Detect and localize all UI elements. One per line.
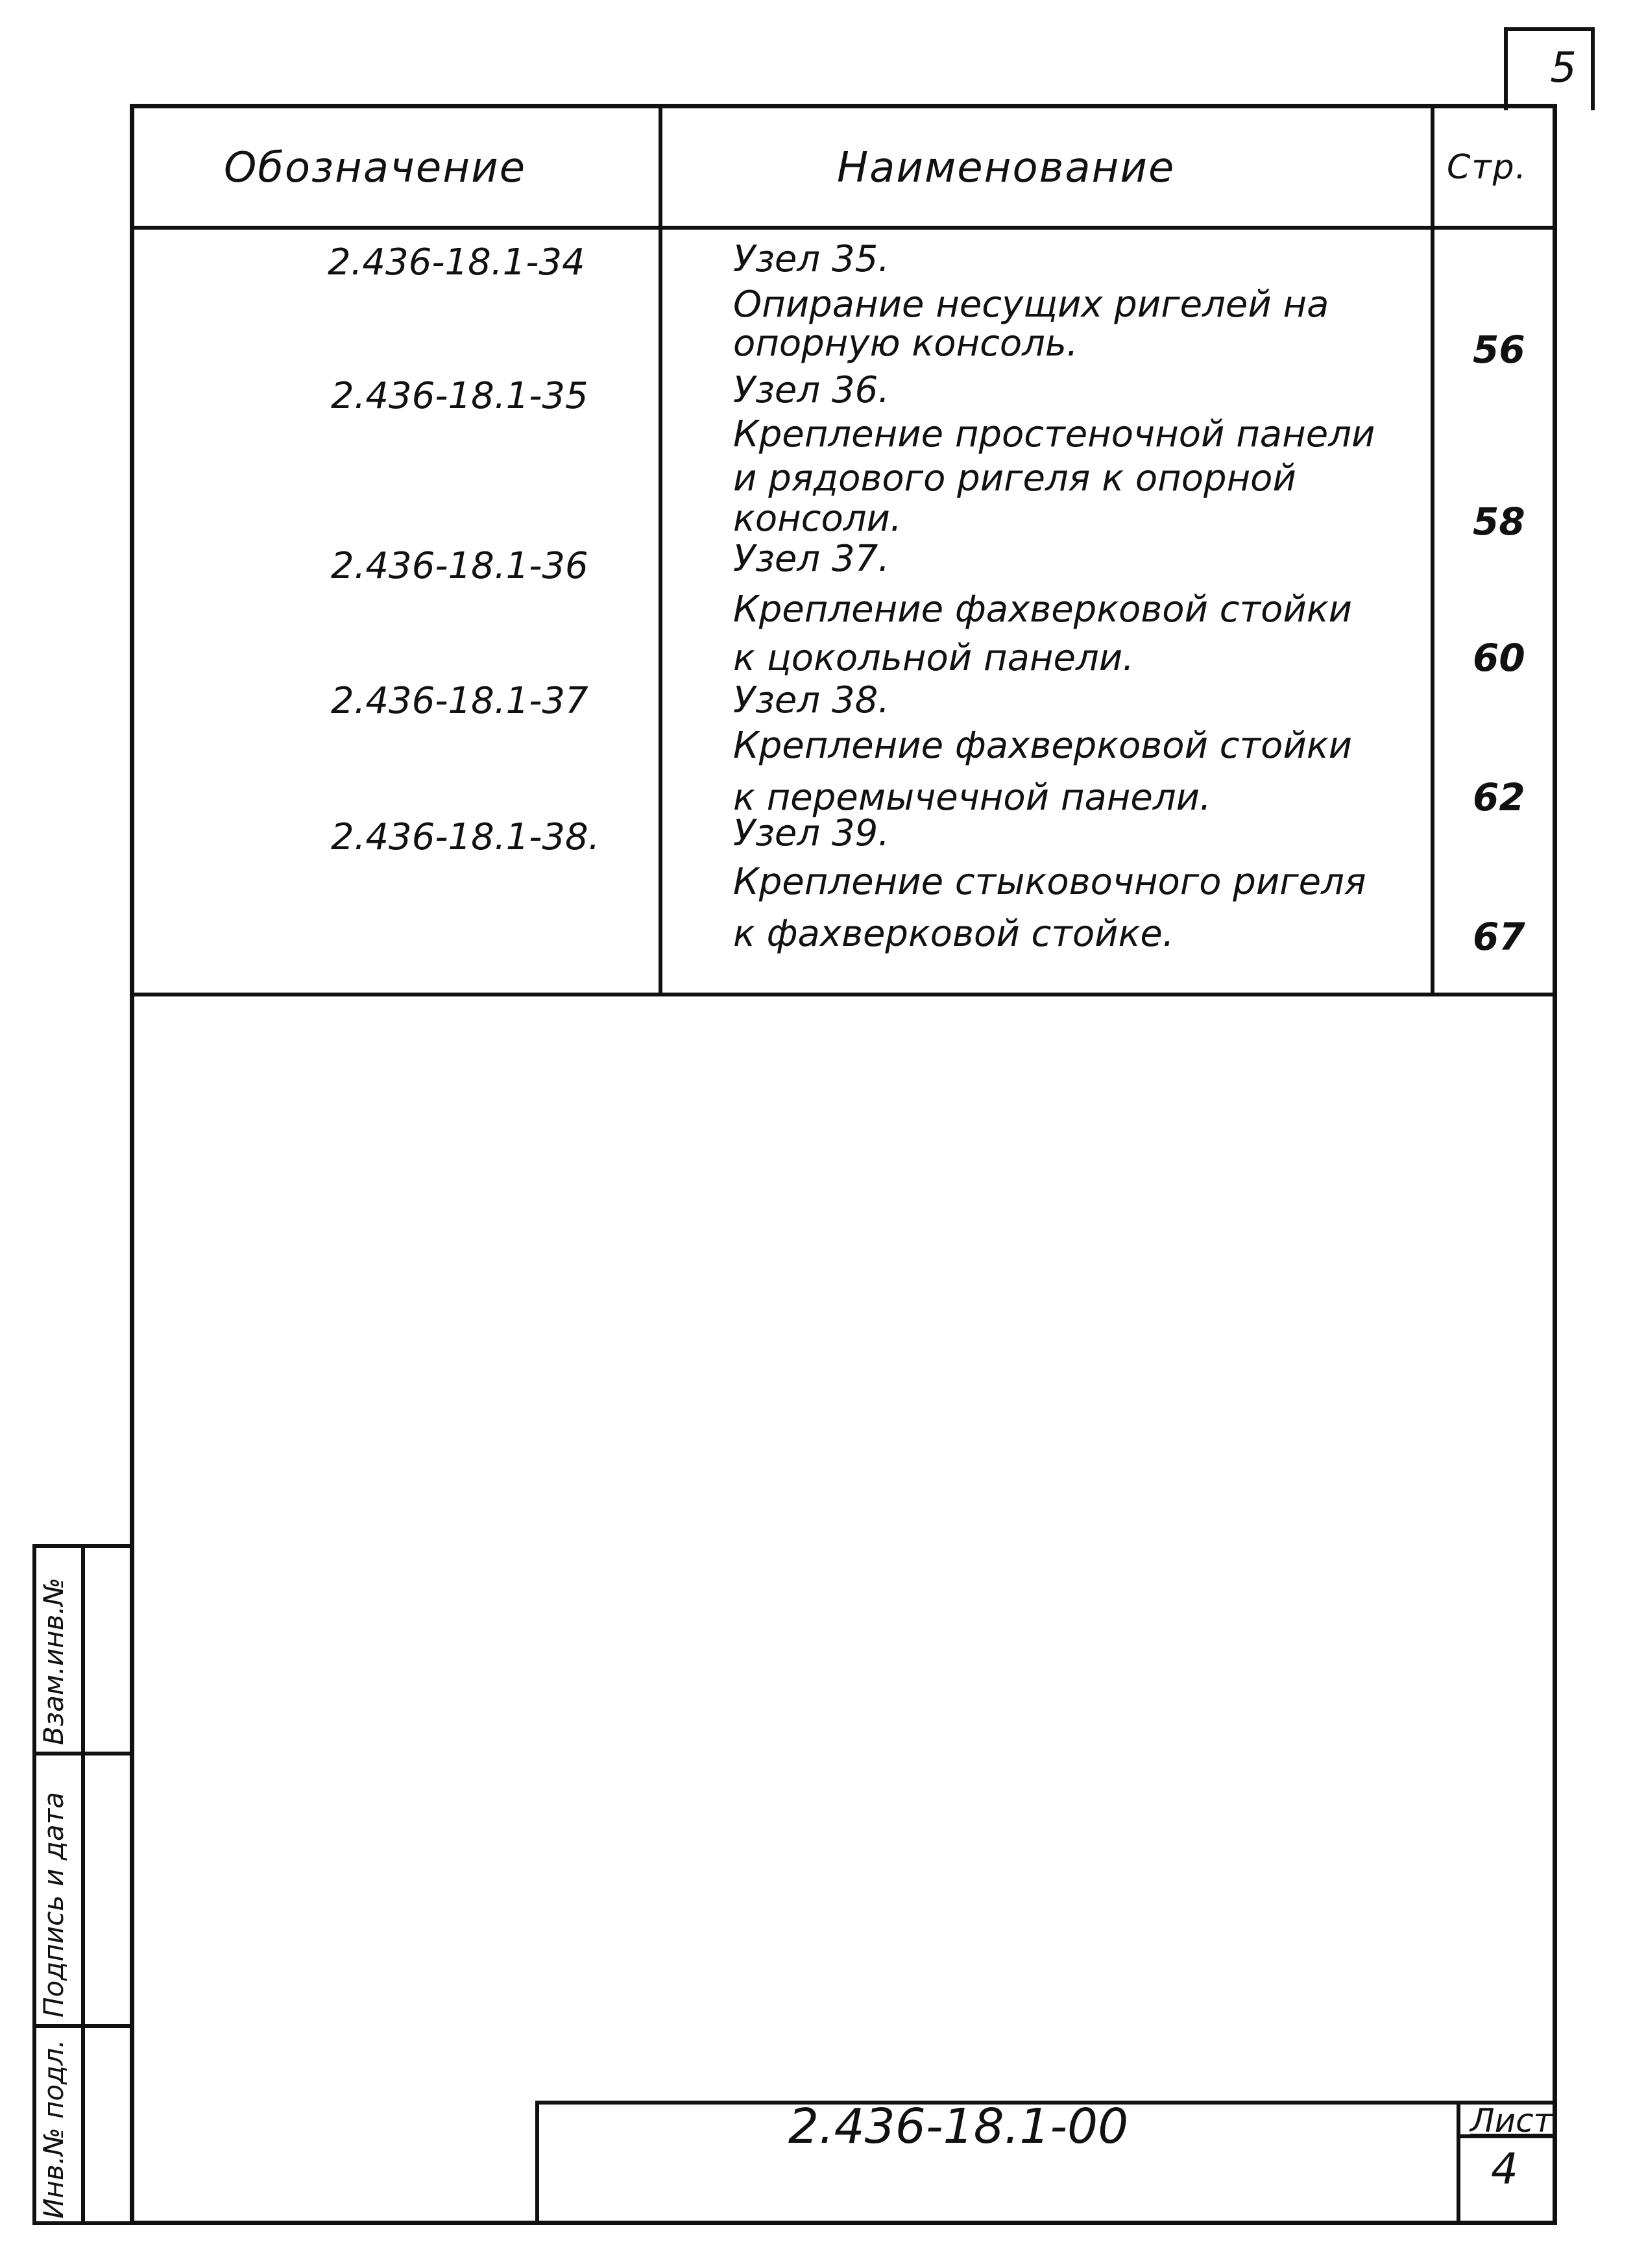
stamp-sheet-line [1457,2101,1460,2225]
table-row-desc: к цокольной панели. [733,637,1134,679]
table-row-code: 2.436-18.1-38. [331,816,600,858]
table-row-page: 67 [1473,915,1525,959]
col-divider-2 [1431,104,1434,996]
table-row-title: Узел 39. [733,812,890,854]
table-row-desc: Крепление простеночной панели [733,413,1375,455]
table-row-desc: и рядового ригеля к опорной [733,457,1296,500]
table-row-page: 60 [1473,636,1525,680]
page-number-box [1504,27,1595,110]
table-row-desc: консоли. [733,498,902,540]
table-row-desc: Крепление фахверковой стойки [733,588,1353,631]
table-row-code: 2.436-18.1-37 [331,680,588,722]
table-row-page: 62 [1473,775,1525,819]
table-row-title: Узел 38. [733,679,890,721]
document-code: 2.436-18.1-00 [788,2099,1129,2154]
table-row-page: 56 [1473,328,1525,372]
table-row-desc: Крепление стыковочного ригеля [733,861,1366,903]
table-row-title: Узел 37. [733,538,890,580]
sheet-label: Лист [1470,2102,1553,2140]
table-row-desc: Опирание несущих ригелей на [733,284,1329,326]
side-strip-inner-line [81,1544,85,2225]
table-row-title: Узел 36. [733,369,890,411]
header-page: Стр. [1447,148,1528,187]
table-row-code: 2.436-18.1-36 [331,545,588,587]
table-row-code: 2.436-18.1-35 [331,375,588,417]
table-bottom-line [130,993,1557,996]
table-row-desc: опорную консоль. [733,322,1078,365]
stamp-left-line [535,2101,539,2225]
table-row-code: 2.436-18.1-34 [328,241,585,284]
page-number: 5 [1550,44,1577,92]
table-row-desc: к фахверковой стойке. [733,913,1174,955]
col-divider-1 [659,104,662,996]
header-divider [130,226,1557,230]
table-row-page: 58 [1473,500,1525,544]
sheet-number: 4 [1491,2144,1518,2194]
table-row-title: Узел 35. [733,238,890,280]
table-row-desc: к перемычечной панели. [733,777,1211,819]
header-name: Наименование [837,144,1176,192]
table-row-desc: Крепление фахверковой стойки [733,725,1353,767]
header-designation: Обозначение [224,144,527,192]
